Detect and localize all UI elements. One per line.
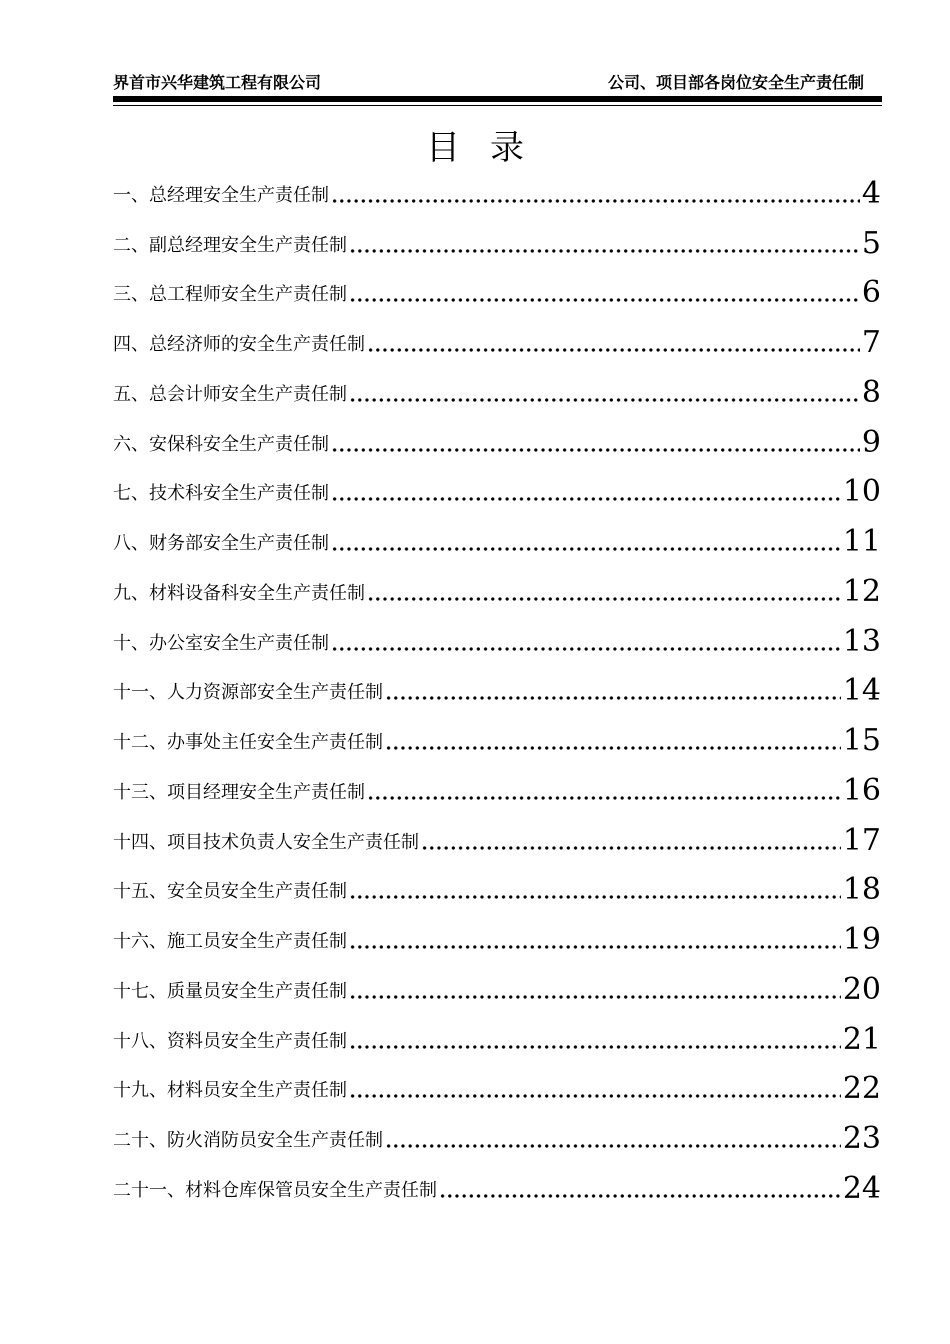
toc-dot-leader <box>367 597 841 601</box>
toc-entry-label: 十七、质量员安全生产责任制 <box>113 980 347 1002</box>
toc-entry-page-number: 5 <box>861 225 881 261</box>
toc-entry-page-number: 12 <box>842 573 881 609</box>
toc-entry-label: 四、总经济师的安全生产责任制 <box>113 334 365 355</box>
toc-dot-leader <box>349 1094 841 1098</box>
table-of-contents <box>113 171 881 1216</box>
toc-entry-label: 十三、项目经理安全生产责任制 <box>113 781 365 803</box>
toc-dot-leader <box>349 995 841 999</box>
toc-entry-page-number: 11 <box>842 524 881 559</box>
toc-entry[interactable] <box>113 320 881 370</box>
toc-entry-page-number: 17 <box>842 822 881 858</box>
toc-entry-label: 六、安保科安全生产责任制 <box>113 433 329 455</box>
toc-entry-label: 十六、施工员安全生产责任制 <box>113 931 347 952</box>
document-title: 公司、项目部各岗位安全生产责任制 <box>607 73 864 92</box>
toc-entry-page-number: 9 <box>861 424 881 460</box>
toc-entry[interactable] <box>113 519 881 569</box>
toc-entry[interactable] <box>113 868 881 918</box>
toc-entry[interactable] <box>113 1116 881 1166</box>
toc-entry[interactable] <box>113 917 881 967</box>
toc-entry-page-number: 24 <box>842 1170 881 1206</box>
toc-entry[interactable] <box>113 569 881 619</box>
toc-entry-label: 一、总经理安全生产责任制 <box>113 184 329 206</box>
toc-entry-page-number: 10 <box>842 474 881 510</box>
toc-entry-label: 七、技术科安全生产责任制 <box>113 483 329 505</box>
toc-entry-label: 十九、材料员安全生产责任制 <box>113 1080 347 1102</box>
toc-entry[interactable] <box>113 1067 881 1117</box>
toc-entry-page-number: 13 <box>842 623 881 659</box>
toc-entry-page-number: 14 <box>842 673 881 709</box>
company-name: 界首市兴华建筑工程有限公司 <box>113 73 322 92</box>
toc-entry-label: 九、材料设备科安全生产责任制 <box>113 582 365 604</box>
toc-dot-leader <box>349 895 841 899</box>
toc-dot-leader <box>349 249 860 253</box>
toc-entry[interactable] <box>113 967 881 1017</box>
header-rule-thick <box>113 96 882 102</box>
toc-dot-leader <box>349 945 841 949</box>
toc-dot-leader <box>349 298 860 302</box>
toc-entry-label: 十四、项目技术负责人安全生产责任制 <box>113 831 419 853</box>
toc-entry-page-number: 6 <box>861 275 881 311</box>
toc-dot-leader <box>331 647 841 651</box>
toc-entry[interactable] <box>113 718 881 768</box>
toc-entry-label: 五、总会计师安全生产责任制 <box>113 383 347 405</box>
toc-dot-leader <box>367 796 841 800</box>
toc-dot-leader <box>367 348 860 352</box>
toc-entry-page-number: 16 <box>842 772 881 808</box>
toc-dot-leader <box>385 1144 841 1148</box>
toc-entry[interactable] <box>113 1017 881 1067</box>
toc-entry[interactable] <box>113 818 881 868</box>
toc-entry-page-number: 22 <box>842 1071 881 1107</box>
toc-dot-leader <box>331 547 841 551</box>
toc-entry-label: 十、办公室安全生产责任制 <box>113 632 329 654</box>
toc-title: 目录 <box>426 128 554 168</box>
toc-entry[interactable] <box>113 470 881 520</box>
toc-entry-page-number: 15 <box>842 723 881 758</box>
toc-dot-leader <box>439 1194 841 1198</box>
toc-entry[interactable] <box>113 370 881 420</box>
toc-dot-leader <box>331 497 841 501</box>
toc-entry[interactable] <box>113 271 881 321</box>
toc-entry[interactable] <box>113 1166 881 1216</box>
page-header <box>113 66 884 92</box>
toc-entry-page-number: 8 <box>861 374 881 410</box>
toc-entry-page-number: 19 <box>842 922 881 957</box>
toc-dot-leader <box>385 696 841 700</box>
toc-dot-leader <box>349 398 860 402</box>
toc-entry-label: 八、财务部安全生产责任制 <box>113 533 329 554</box>
toc-entry[interactable] <box>113 420 881 470</box>
toc-entry[interactable] <box>113 768 881 818</box>
toc-dot-leader <box>349 1045 841 1049</box>
toc-entry[interactable] <box>113 619 881 669</box>
toc-dot-leader <box>331 448 860 452</box>
toc-entry-label: 十五、安全员安全生产责任制 <box>113 881 347 903</box>
header-rule-thin <box>113 105 882 106</box>
toc-entry-page-number: 23 <box>842 1121 881 1156</box>
toc-entry-page-number: 21 <box>842 1021 881 1057</box>
toc-entry[interactable] <box>113 171 881 221</box>
toc-entry-label: 二十一、材料仓库保管员安全生产责任制 <box>113 1179 437 1201</box>
toc-entry-label: 十一、人力资源部安全生产责任制 <box>113 682 383 704</box>
toc-entry-page-number: 7 <box>861 325 881 360</box>
toc-dot-leader <box>421 846 841 850</box>
toc-entry-page-number: 18 <box>842 872 881 908</box>
toc-entry-page-number: 20 <box>842 971 881 1007</box>
toc-entry-label: 十二、办事处主任安全生产责任制 <box>113 732 383 753</box>
toc-dot-leader <box>331 199 860 203</box>
toc-entry[interactable] <box>113 669 881 719</box>
toc-dot-leader <box>385 746 841 750</box>
toc-entry-label: 二、副总经理安全生产责任制 <box>113 234 347 256</box>
toc-entry-label: 二十、防火消防员安全生产责任制 <box>113 1130 383 1151</box>
toc-entry-page-number: 4 <box>861 175 881 211</box>
toc-entry-label: 十八、资料员安全生产责任制 <box>113 1030 347 1052</box>
toc-entry[interactable] <box>113 221 881 271</box>
toc-entry-label: 三、总工程师安全生产责任制 <box>113 284 347 306</box>
